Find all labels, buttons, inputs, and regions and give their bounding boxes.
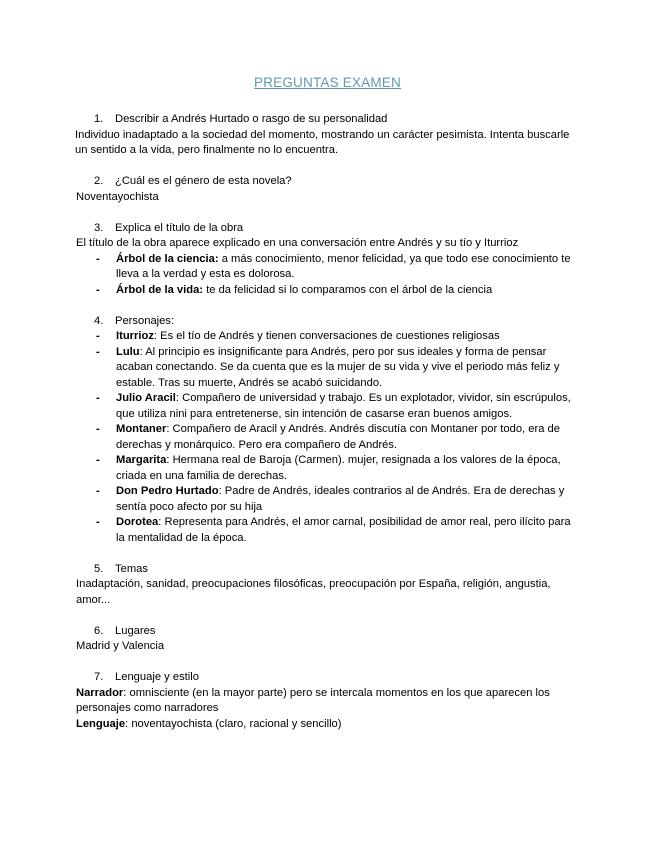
bullet-dash: -	[96, 454, 100, 466]
question-number: 5.	[94, 562, 104, 575]
question-heading	[76, 112, 576, 128]
item-text: : Padre de Andrés, ideales contrarios al de Andrés. Era de derechas y sentía poco afecto por su hija	[116, 485, 565, 513]
list-item	[76, 391, 576, 422]
question-4	[76, 314, 576, 547]
question-5	[76, 562, 576, 609]
question-7	[76, 670, 576, 732]
item-text: te da felicidad si lo comparamos con el árbol de la ciencia	[203, 283, 493, 296]
question-6	[76, 624, 576, 655]
characters-list	[76, 329, 576, 546]
question-text: Temas	[115, 562, 148, 575]
document-title: PREGUNTAS EXAMEN	[254, 75, 401, 90]
question-3	[76, 221, 576, 299]
list-item	[76, 345, 576, 392]
answer-line	[76, 717, 576, 733]
item-text: : Es el tío de Andrés y tienen conversaciones de cuestiones religiosas	[153, 330, 500, 342]
list-item	[76, 329, 576, 345]
bullet-dash: -	[96, 516, 100, 528]
question-number: 1.	[94, 113, 104, 125]
document-content	[76, 112, 576, 732]
answer-text: El título de la obra aparece explicado en una conversación entre Andrés y su tío y Iturrioz	[76, 237, 519, 249]
item-term: Don Pedro Hurtado	[116, 485, 219, 497]
title-explanation-list	[76, 252, 576, 299]
answer-text: Noventayochista	[76, 190, 159, 203]
bullet-dash: -	[96, 330, 100, 342]
question-number: 6.	[94, 624, 104, 637]
question-number: 4.	[94, 314, 104, 327]
question-text: Describir a Andrés Hurtado o rasgo de su personalidad	[115, 113, 388, 125]
line-text: : noventayochista (claro, racional y sencillo)	[125, 717, 342, 730]
question-heading	[76, 670, 576, 686]
line-term: Lenguaje	[76, 717, 126, 730]
question-2	[76, 174, 576, 205]
question-text: Lenguaje y estilo	[115, 671, 199, 683]
item-term: Lulu	[116, 345, 140, 358]
bullet-dash: -	[96, 345, 100, 358]
list-item	[76, 453, 576, 484]
question-number: 3.	[94, 221, 104, 234]
question-text: Explica el título de la obra	[115, 221, 244, 234]
question-text: Lugares	[115, 624, 156, 637]
item-text: : Representa para Andrés, el amor carnal, posibilidad de amor real, pero ilícito para la mentalidad de la época.	[116, 516, 571, 544]
item-text: : Compañero de Aracil y Andrés. Andrés discutía con Montaner por todo, era de derechas y monárquico. Pero era compañero de Andrés.	[116, 423, 560, 451]
bullet-dash: -	[96, 283, 100, 296]
answer-line	[76, 686, 576, 717]
item-term: Montaner	[116, 423, 167, 435]
bullet-dash: -	[96, 252, 100, 265]
bullet-dash: -	[96, 485, 100, 497]
question-number: 2.	[94, 175, 104, 187]
item-term: Margarita	[116, 454, 167, 466]
list-item	[76, 252, 576, 283]
bullet-dash: -	[96, 392, 100, 404]
line-text: : omnisciente (en la mayor parte) pero se intercala momentos en los que aparecen los personajes como narradores	[76, 686, 550, 714]
bullet-dash: -	[96, 423, 100, 435]
list-item	[76, 484, 576, 515]
item-text: : Hermana real de Baroja (Carmen). mujer, resignada a los valores de la época, criada en una familia de derechas.	[116, 454, 561, 482]
question-heading	[76, 314, 576, 330]
answer-text: Madrid y Valencia	[76, 640, 165, 652]
question-1	[76, 112, 576, 159]
item-term: Árbol de la vida:	[116, 283, 204, 296]
item-text: : Al principio es insignificante para Andrés, pero por sus ideales y forma de pensar acaban conectando. Se da cuenta que es la mujer de su vida y vive el periodo más feliz y estable. Tras su muerte, Andrés se acabó suicidando.	[116, 345, 560, 389]
answer-text: Individuo inadaptado a la sociedad del momento, mostrando un carácter pesimista. Intenta buscarle un sentido a la vida, pero finalmente no lo encuentra.	[75, 128, 570, 156]
question-text: ¿Cuál es el género de esta novela?	[115, 175, 292, 187]
question-heading	[76, 562, 576, 578]
list-item	[76, 515, 576, 546]
line-term: Narrador	[76, 686, 124, 699]
item-text: : Compañero de universidad y trabajo. Es un explotador, vividor, sin escrúpulos, que utiliza nini para entretenerse, sin intención de casarse eran buenos amigos.	[116, 392, 571, 420]
question-number: 7.	[94, 671, 104, 683]
item-term: Dorotea	[116, 516, 159, 528]
question-heading	[76, 624, 576, 640]
question-text: Personajes:	[115, 314, 175, 327]
item-term: Julio Aracil	[116, 392, 176, 404]
question-heading	[76, 174, 576, 190]
answer-text: Inadaptación, sanidad, preocupaciones filosóficas, preocupación por España, religión, angustia, amor...	[76, 578, 551, 606]
item-term: Árbol de la ciencia:	[116, 252, 219, 265]
list-item	[76, 283, 576, 299]
item-term: Iturrioz	[116, 330, 154, 342]
question-heading	[76, 221, 576, 237]
item-text: a más conocimiento, menor felicidad, ya que todo ese conocimiento te lleva a la verdad y esta es dolorosa.	[116, 252, 571, 280]
list-item	[76, 422, 576, 453]
